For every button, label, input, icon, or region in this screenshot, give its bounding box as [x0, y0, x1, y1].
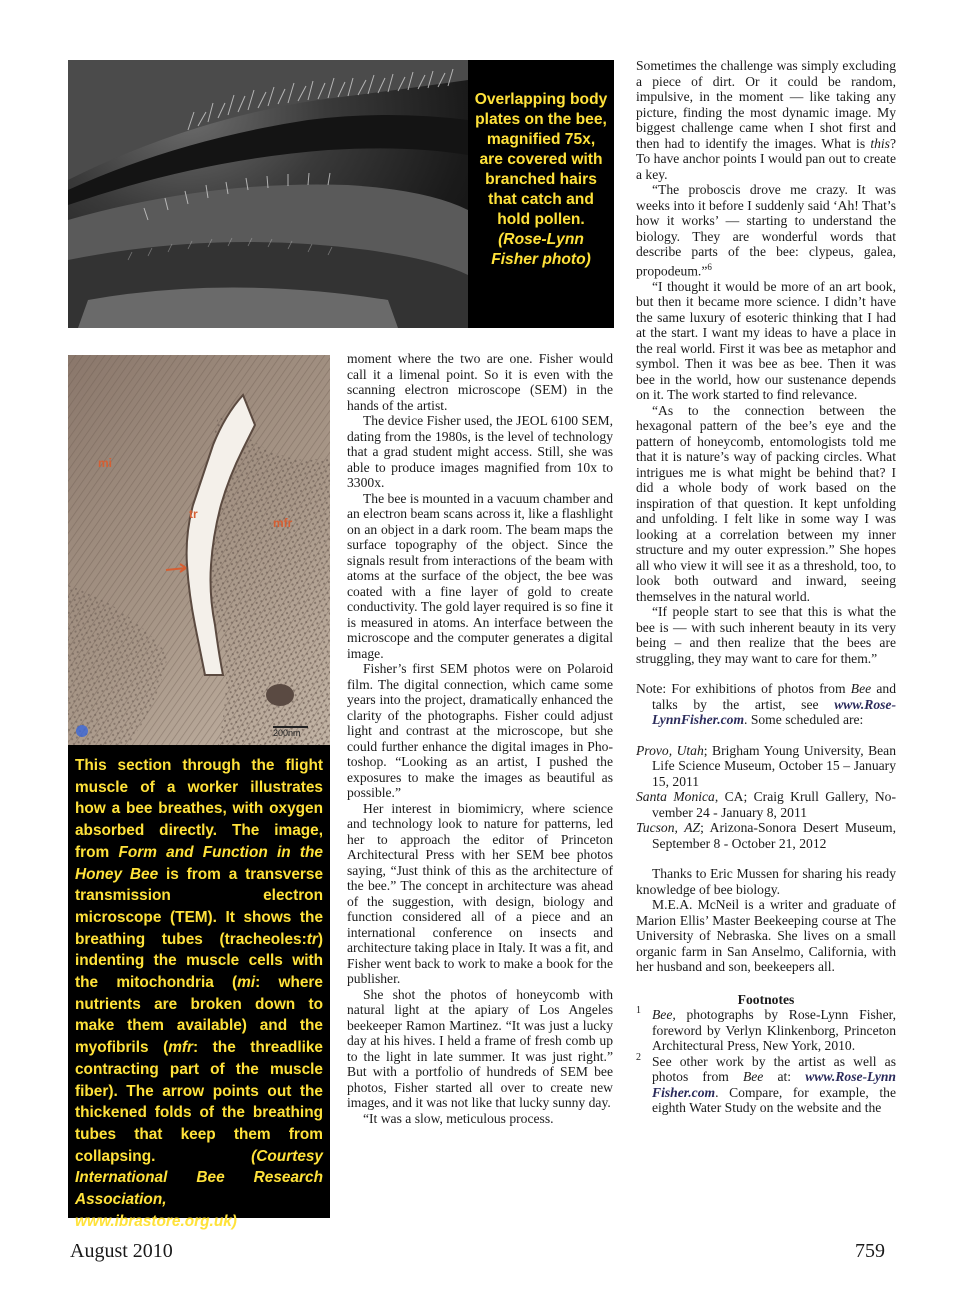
book-title: Bee,: [652, 1007, 676, 1023]
book-title: Bee: [742, 1069, 764, 1085]
caption-credit: (Courtesy International Bee Research Association, www.ibrastore.org.uk): [75, 1147, 323, 1230]
text: See other work by the artist as well as photos from: [652, 1053, 896, 1085]
sem-photo-bee-body-plates: [68, 60, 468, 328]
page-number: 759: [855, 1240, 885, 1262]
caption-text: This section through the flight muscle of a worker illustrates how a bee breathes, with oxygen absorbed directly. The image, from: [75, 757, 323, 861]
text: “The proboscis drove me crazy. It was weeks into it before I suddenly said ‘Ah! That’s how it works’ — starting to understand the biology. They are wonderful words that describe parts of the bee: clypeus, galea, propodeum.”: [636, 182, 896, 279]
paragraph: “I thought it would be more of an art book, but then it became more science. I didn’t have the same luxury of esoteric thinking that I had at the start. I want my ideas to have a place in the real world. First it was bee as metaphor and symbol. Then it was bee as bee. Then it was bee in the world, how our sustenance depends on it. The work started to find relevance.: [636, 278, 896, 403]
event-place: Santa Monica: [636, 789, 715, 805]
footnote-1: [636, 1007, 896, 1054]
tem-scale-label: 200nm: [273, 728, 301, 738]
paragraph: Her interest in biomimicry, where science and technology look to nature for patterns, led her to approach the editor of Princeton Architectural Press with her SEM bee photos saying, “Just think of this as the architecture of the bee.” The concept in architecture was ahead of the suggestion, with design, biology and function considered all of a piece and an international conference on insects and architecture taking place in Italy. It was a fit, and Fisher went back to work to make a book for the publisher.: [347, 800, 613, 986]
exhibition-note: [636, 681, 896, 728]
website-link[interactable]: www.Rose-LynnFisher.com: [652, 696, 896, 728]
paragraph: “If people start to see that this is what the bee is — with such inherent beauty in its very being – and then realize that the bees are struggling, they may want to care for them.”: [636, 604, 896, 666]
event-item: [636, 820, 896, 851]
text: Sometimes the challenge was simply excluding a piece of dirt. Or it could be random, impulsive, in the moment — like taking any picture, finding the most dynamic image. My biggest challenge came when I shot first and then had to identify the images. What is: [636, 58, 896, 151]
caption-text: : where nutrients are broken down to make them available) and the myofibrils (: [75, 974, 323, 1057]
event-detail: ; Brigham Young University, Bean Life Science Museum, October 15 – January 15, 2011: [652, 742, 896, 789]
paragraph: moment where the two are one. Fisher would call it a limenal point. So it is even with the scanning electron microscope (SEM) in the hands of the artist.: [347, 351, 613, 413]
paragraph: The bee is mounted in a vacuum chamber and an electron beam scans across it, like a flashlight on an object in a dark room. The beam maps the surface topography of the object. Since the signals result from interactions of the beam with atoms at the surface of the object, the bee was coated with a fine layer of gold to create conductivity. The gold layer required is so fine it is measured in atoms. An interface between the microscope and the computer generates a digital image.: [347, 490, 613, 661]
paragraph: [636, 58, 896, 182]
tem-photo-flight-muscle: [68, 355, 330, 745]
paragraph: The device Fisher used, the JEOL 6100 SEM, dating from the 1980s, is the level of technology that a grad student might access. Still, she was able to produce images magnified from 10x to 3300x.: [347, 413, 613, 490]
text-emphasis: this: [870, 135, 890, 151]
caption-text: : the threadlike contracting part of the muscle fiber). The arrow points out the thickened folds of the breathing tubes that keep them from collapsing.: [75, 1039, 323, 1165]
event-detail: ; Arizona-Sonora Desert Museum, September 8 - October 21, 2012: [652, 820, 896, 851]
tem-photo-caption: [75, 755, 323, 1232]
footnote-number: 2: [636, 1051, 641, 1063]
thanks-paragraph: Thanks to Eric Mussen for sharing his ready knowledge of bee biology.: [636, 866, 896, 897]
top-photo-credit: (Rose-Lynn Fisher photo): [491, 231, 591, 268]
website-link[interactable]: www.Rose-Lynn Fisher.com: [652, 1069, 896, 1100]
paragraph: “It was a slow, meticulous process.: [363, 1110, 554, 1126]
footnote-ref: 6: [707, 261, 712, 272]
text: Note: For exhibitions of photos from: [636, 681, 851, 697]
text: and talks by the artist, see: [652, 681, 896, 712]
footnote-2: [636, 1051, 896, 1116]
tem-label-mfr: mfr: [273, 516, 293, 530]
caption-text: is from a transverse transmission electron microscope (TEM). It shows the breathing tubes (tracheoles:: [75, 865, 323, 948]
caption-abbrev-mi: mi: [237, 974, 256, 992]
top-photo-caption: [474, 90, 608, 270]
paragraph: She shot the photos of honeycomb with natural light at the apiary of Los Angeles beekeeper Ramon Martinez. “It was just a lucky day at his hives. I held a frame of fresh comb up to the light in late summer. It was just right.” But with a portfolio of hundreds of SEM bee photos, Fisher started all over to create new images, and it was not like that lucky sunny day.: [347, 986, 613, 1110]
top-photo-caption-box: [468, 60, 614, 328]
text: photographs by Rose-Lynn Fisher, foreword by Verlyn Klinkenborg, Princeton Architectural Press, New York, 2010.: [652, 1007, 896, 1054]
tem-label-mi: mi: [98, 456, 113, 470]
middle-column: [347, 351, 613, 1126]
caption-text: ) indenting the muscle cells with the mitochondria (: [75, 930, 323, 992]
footer-date: August 2010: [70, 1240, 173, 1262]
caption-abbrev-tr: tr: [306, 930, 318, 948]
event-detail: , CA; Craig Krull Gallery, November 24 - January 8, 2011: [652, 789, 896, 820]
event-place: Tucson, AZ: [636, 820, 701, 836]
footnotes-title: Footnotes: [737, 991, 795, 1007]
author-bio: M.E.A. McNeil is a writer and graduate of Marion Ellis’ Master Beekeeping course at The University of Nebraska. She lives on a small organic farm in San Anselmo, California, with her husband and son, beekeepers all.: [636, 897, 896, 975]
event-item: [636, 789, 896, 820]
event-place: Provo, Utah: [636, 742, 704, 758]
paragraph: “As to the connection between the hexagonal pattern of the bee’s eye and the pattern of honeycomb, entomologists told me that it is nature’s way of packing circles. What intrigues me is what might be behind that? I did a whole body of work based on the inspiration of that question. It kept unfolding and unfolding. I felt like in some way I was looking at a correlation between my inner structure and my outer expression.” She hopes all who view it will see it as a threshold, too, to look both outward and inward, seeing themselves in the natural world.: [636, 402, 896, 604]
caption-abbrev-mfr: mfr: [168, 1039, 194, 1057]
paragraph: Fisher’s first SEM photos were on Polaroid film. The digital connection, which came some years into the project, dramatically enhanced the clarity of the photographs. Fisher could adjust light and contrast at the microscope, but she could further enhance the digital images in Photoshop. “Looking as an artist, I pushed the exposures to make the images as beautiful as possible.”: [347, 661, 613, 800]
text: . Some scheduled are:: [744, 712, 864, 728]
footnote-number: 1: [636, 1005, 641, 1017]
text: ? To have anchor points I would pan out to create a key.: [636, 135, 896, 182]
text: . Compare, for example, the eighth Water Study on the website and the: [652, 1084, 896, 1116]
book-title: Bee: [850, 681, 872, 697]
caption-book-title: Form and Function in the Honey Bee: [75, 843, 323, 883]
text: at:: [763, 1069, 806, 1085]
event-item: [636, 743, 896, 790]
paragraph: [636, 182, 896, 279]
top-photo-caption-text: Overlapping body plates on the bee, magnified 75x, are covered with branched hairs that catch and hold pollen.: [474, 91, 608, 228]
right-column: [636, 58, 896, 1116]
tem-photo-caption-box: [68, 745, 330, 1230]
tem-label-tr: tr: [189, 507, 198, 521]
